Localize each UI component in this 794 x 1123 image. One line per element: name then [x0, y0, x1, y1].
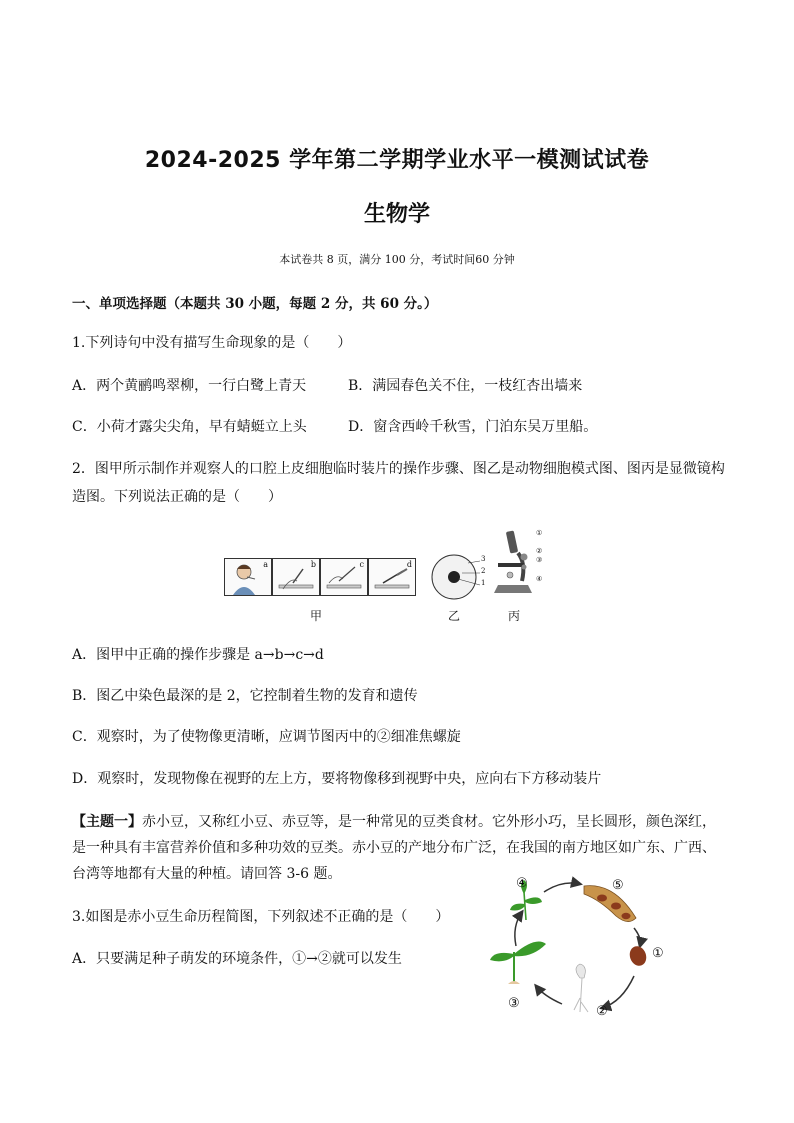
- q3-option-a: A．只要满足种子萌发的环境条件，①→②就可以发生: [72, 951, 402, 967]
- question-3-stem: 3.如图是赤小豆生命历程简图，下列叙述不正确的是（ ）: [72, 909, 450, 925]
- step-b-frame: [272, 558, 320, 596]
- cycle-label-5: ⑤: [612, 878, 624, 893]
- theme-1-text: 赤小豆，又称红小豆、赤豆等，是一种常见的豆类食材。它外形小巧，呈长圆形，颜色深红，是一种具有丰富营养价值和多种功效的豆类。赤小豆的产地分布广泛，在我国的南方地区如广东、广西、台湾等地都有大量的种植。请回答 3-6 题。: [72, 814, 716, 882]
- cycle-label-1: ①: [652, 946, 664, 961]
- microscope-icon: [488, 527, 538, 599]
- q2-figure: [222, 525, 552, 625]
- subject-title: 生物学: [363, 202, 430, 227]
- cell-label-1: 1: [481, 579, 486, 587]
- step-c-label: c: [359, 560, 364, 569]
- step-a-frame: [224, 558, 272, 596]
- caption-bing: 丙: [508, 609, 521, 623]
- cycle-label-2: ②: [596, 1004, 608, 1019]
- question-2-stem-line1: 2．图甲所示制作并观察人的口腔上皮细胞临时装片的操作步骤、图乙是动物细胞模式图、图丙是显微镜构: [72, 461, 725, 477]
- exam-title: 2024-2025 学年第二学期学业水平一模测试试卷: [144, 148, 650, 173]
- cell-label-2: 2: [481, 567, 486, 575]
- question-1-stem: 1.下列诗句中没有描写生命现象的是（ ）: [72, 335, 352, 351]
- step-b-label: b: [310, 560, 316, 569]
- q1-option-b: B．满园春色关不住，一枝红杏出墙来: [348, 378, 583, 394]
- scope-label-1: ①: [536, 529, 543, 537]
- q1-option-d: D．窗含西岭千秋雪，门泊东吴万里船。: [348, 419, 598, 435]
- q2-option-a: A．图甲中正确的操作步骤是 a→b→c→d: [72, 647, 324, 663]
- q2-option-d: D．观察时，发现物像在视野的左上方，要将物像移到视野中央，应向右下方移动装片: [72, 771, 602, 787]
- step-a-label: a: [263, 560, 268, 569]
- scope-label-3: ③: [536, 556, 543, 564]
- q2-option-c: C．观察时，为了使物像更清晰，应调节图丙中的②细准焦螺旋: [72, 729, 461, 745]
- q1-option-c: C．小荷才露尖尖角，早有蜻蜓立上头: [72, 419, 307, 435]
- question-2-stem-line2: 造图。下列说法正确的是（ ）: [72, 489, 282, 505]
- section-heading: 一、单项选择题（本题共 30 小题，每题 2 分，共 60 分。）: [72, 296, 438, 312]
- caption-jia: 甲: [310, 609, 323, 623]
- caption-yi: 乙: [448, 609, 461, 623]
- step-c-frame: [320, 558, 368, 596]
- step-d-frame: [368, 558, 416, 596]
- exam-info: 本试卷共 8 页，满分 100 分，考试时间60 分钟: [279, 253, 515, 266]
- life-cycle-figure: [484, 872, 674, 1024]
- animal-cell-diagram: [428, 549, 484, 605]
- cell-label-3: 3: [481, 555, 486, 563]
- cycle-label-3: ③: [508, 996, 520, 1011]
- scope-label-2: ②: [536, 547, 543, 555]
- step-d-label: d: [406, 560, 412, 569]
- scope-label-4: ④: [536, 575, 543, 583]
- cycle-label-4: ④: [516, 876, 528, 891]
- theme-1-label: 【主题一】: [72, 814, 142, 830]
- q2-option-b: B．图乙中染色最深的是 2，它控制着生物的发育和遗传: [72, 688, 418, 704]
- q1-option-a: A．两个黄鹂鸣翠柳，一行白鹭上青天: [72, 378, 307, 394]
